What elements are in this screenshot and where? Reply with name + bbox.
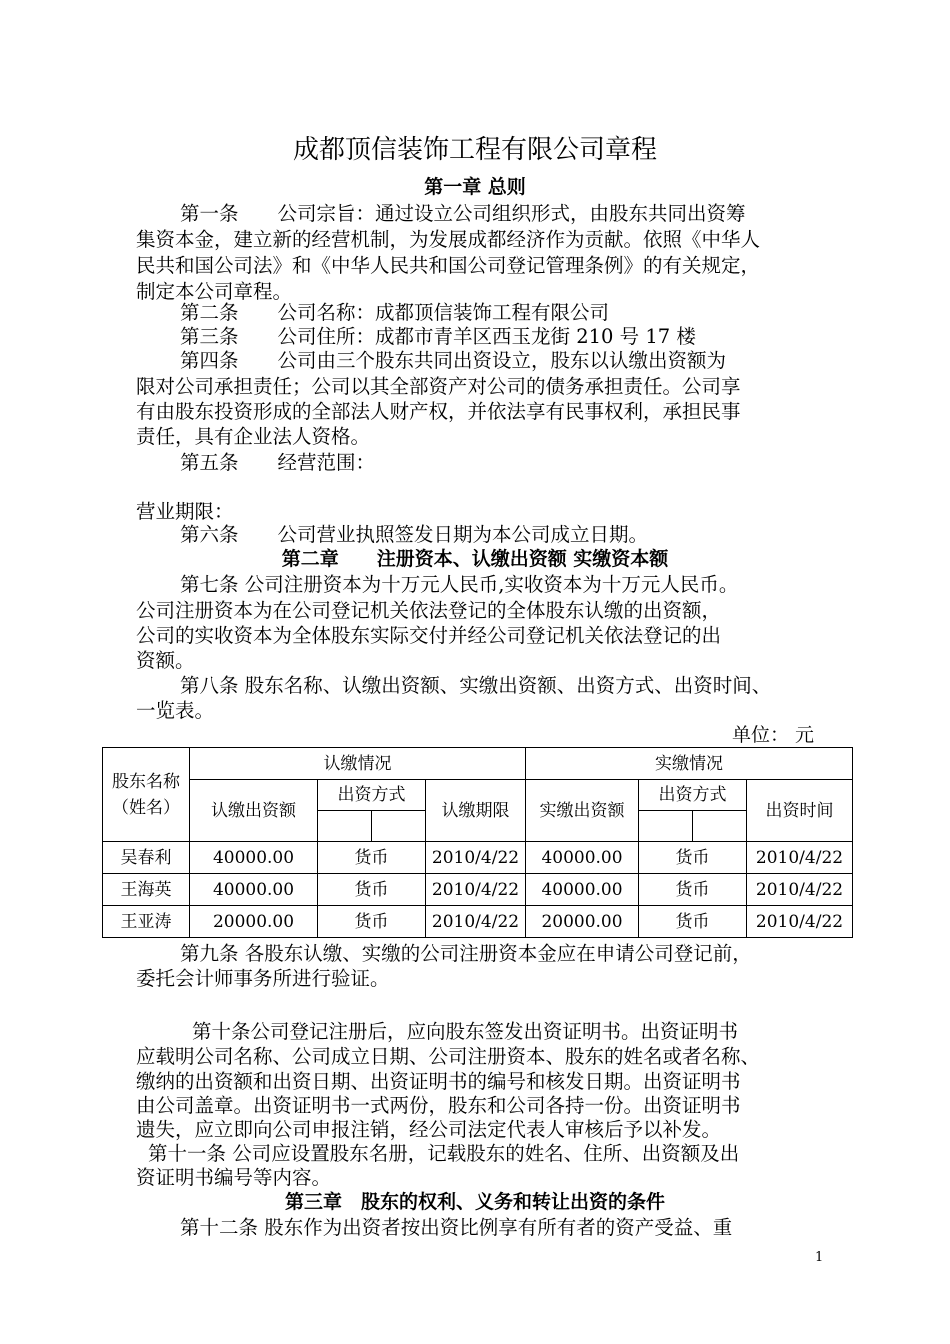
table-row: [103, 906, 853, 938]
table-row: [103, 874, 853, 906]
subscribed-amount: 40000.00: [190, 874, 318, 906]
subscribed-method: 货币: [318, 906, 426, 938]
article-2-line: 第二条 公司名称：成都顶信装饰工程有限公司: [180, 301, 610, 324]
header-paid-amount: 实缴出资额: [526, 780, 639, 842]
article-5-line: 第五条 经营范围：: [180, 451, 376, 474]
article-7-line: 资额。: [136, 649, 195, 672]
header-paid-group: 实缴情况: [526, 748, 853, 780]
shareholder-capital-table: [102, 747, 853, 938]
article-6-line: 第六条 公司营业执照签发日期为本公司成立日期。: [180, 523, 649, 546]
article-10-line: 遗失，应立即向公司申报注销，经公司法定代表人审核后予以补发。: [136, 1118, 722, 1141]
article-10-line: 应载明公司名称、公司成立日期、公司注册资本、股东的姓名或者名称、: [136, 1045, 761, 1068]
paid-date: 2010/4/22: [747, 906, 853, 938]
unit-label: 单位： 元: [732, 724, 815, 746]
paid-amount: 40000.00: [526, 874, 639, 906]
article-8-line: 第八条 股东名称、认缴出资额、实缴出资额、出资方式、出资时间、: [180, 674, 772, 697]
subscribed-date: 2010/4/22: [426, 906, 526, 938]
shareholder-name: 吴春利: [103, 842, 190, 874]
article-4-line: 责任，具有企业法人资格。: [136, 425, 371, 448]
business-term-line: 营业期限：: [136, 500, 234, 523]
header-paid-date: 出资时间: [747, 780, 853, 842]
paid-amount: 20000.00: [526, 906, 639, 938]
article-1-line: 集资本金，建立新的经营机制，为发展成都经济作为贡献。依照《中华人: [136, 228, 761, 251]
chapter-3-heading: 第三章 股东的权利、义务和转让出资的条件: [284, 1191, 665, 1213]
article-7-line: 公司的实收资本为全体股东实际交付并经公司登记机关依法登记的出: [136, 624, 722, 647]
article-7-line: 第七条 公司注册资本为十万元人民币,实收资本为十万元人民币。: [180, 573, 739, 596]
article-10-line: 由公司盖章。出资证明书一式两份，股东和公司各持一份。出资证明书: [136, 1094, 741, 1117]
paid-date: 2010/4/22: [747, 842, 853, 874]
article-1-line: 第一条 公司宗旨：通过设立公司组织形式，由股东共同出资筹: [180, 202, 746, 225]
header-subscribed-method: 出资方式: [318, 780, 426, 811]
subscribed-amount: 20000.00: [190, 906, 318, 938]
shareholder-name: 王亚涛: [103, 906, 190, 938]
subscribed-method: 货币: [318, 842, 426, 874]
article-4-line: 有由股东投资形成的全部法人财产权，并依法享有民事权利，承担民事: [136, 400, 741, 423]
empty-cell: [318, 811, 372, 842]
header-subscribed-group: 认缴情况: [190, 748, 526, 780]
article-9-line: 第九条 各股东认缴、实缴的公司注册资本金应在申请公司登记前，: [180, 942, 752, 965]
paid-method: 货币: [639, 842, 747, 874]
paid-amount: 40000.00: [526, 842, 639, 874]
table-row: [103, 842, 853, 874]
header-subscribed-amount: 认缴出资额: [190, 780, 318, 842]
header-subscribed-date: 认缴期限: [426, 780, 526, 842]
page-number: 1: [815, 1250, 824, 1265]
article-11-line: 第十一条 公司应设置股东名册，记载股东的姓名、住所、出资额及出: [148, 1142, 740, 1165]
chapter-2-heading: 第二章 注册资本、认缴出资额 实缴资本额: [281, 548, 669, 570]
article-4-line: 限对公司承担责任；公司以其全部资产对公司的债务承担责任。公司享: [136, 375, 741, 398]
article-11-line: 资证明书编号等内容。: [136, 1166, 332, 1189]
empty-cell: [639, 811, 693, 842]
empty-cell: [372, 811, 426, 842]
article-1-line: 民共和国公司法》和《中华人民共和国公司登记管理条例》的有关规定，: [136, 254, 761, 277]
subscribed-amount: 40000.00: [190, 842, 318, 874]
header-shareholder-name: 股东名称（姓名）: [103, 748, 190, 842]
article-9-line: 委托会计师事务所进行验证。: [136, 967, 390, 990]
chapter-1-heading: 第一章 总则: [424, 176, 526, 198]
paid-method: 货币: [639, 874, 747, 906]
article-12-line: 第十二条 股东作为出资者按出资比例享有所有者的资产受益、重: [180, 1216, 733, 1239]
document-title: 成都顶信装饰工程有限公司章程: [292, 135, 657, 165]
shareholder-name: 王海英: [103, 874, 190, 906]
article-10-line: 第十条公司登记注册后，应向股东签发出资证明书。出资证明书: [192, 1020, 739, 1043]
subscribed-date: 2010/4/22: [426, 874, 526, 906]
article-7-line: 公司注册资本为在公司登记机关依法登记的全体股东认缴的出资额，: [136, 599, 722, 622]
paid-method: 货币: [639, 906, 747, 938]
paid-date: 2010/4/22: [747, 874, 853, 906]
article-8-line: 一览表。: [136, 699, 215, 722]
subscribed-date: 2010/4/22: [426, 842, 526, 874]
article-1-line: 制定本公司章程。: [136, 280, 293, 303]
article-10-line: 缴纳的出资额和出资日期、出资证明书的编号和核发日期。出资证明书: [136, 1070, 741, 1093]
subscribed-method: 货币: [318, 874, 426, 906]
article-4-line: 第四条 公司由三个股东共同出资设立，股东以认缴出资额为: [180, 349, 727, 372]
empty-cell: [693, 811, 747, 842]
header-paid-method: 出资方式: [639, 780, 747, 811]
article-3-line: 第三条 公司住所：成都市青羊区西玉龙街 210 号 17 楼: [180, 325, 696, 348]
